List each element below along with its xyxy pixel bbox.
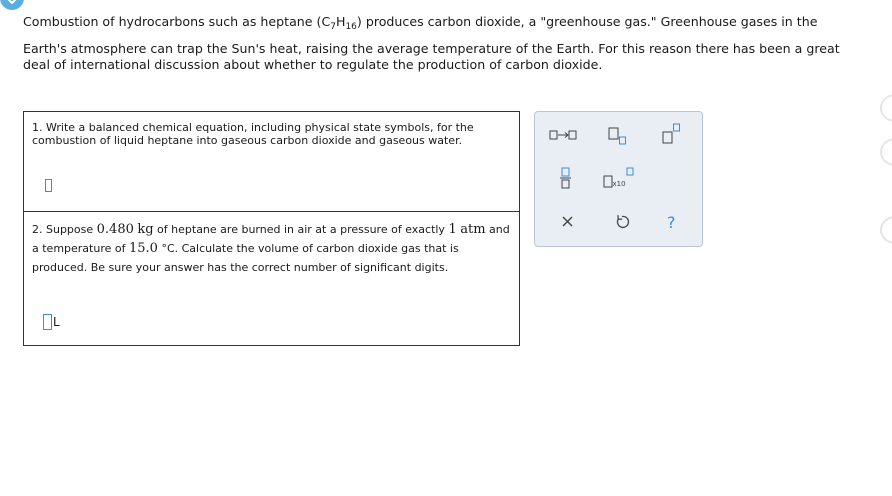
- side-panel-edge: [880, 216, 892, 244]
- superscript-button[interactable]: [660, 122, 688, 146]
- question-1: [24, 112, 519, 212]
- pressure-value: 1: [448, 222, 457, 237]
- pressure-unit: atm: [460, 222, 486, 237]
- scientific-notation-button[interactable]: [603, 166, 631, 190]
- question-box: [23, 111, 520, 346]
- subscript-button[interactable]: [607, 124, 635, 148]
- question-mark-icon: [664, 212, 682, 232]
- intro-line-1: Combustion of hydrocarbons such as heptane $(C_7H_{16})$ produces carbon dioxide, a "greenhouse gas." Greenhouse gases in the: [23, 14, 818, 32]
- collapse-chevron-button[interactable]: [0, 0, 24, 10]
- superscript-icon: [660, 122, 682, 146]
- svg-text:x10: x10: [612, 180, 626, 188]
- svg-text:?: ?: [667, 213, 676, 232]
- help-button[interactable]: [664, 212, 682, 232]
- heptane-formula: $C_7H_{16}$: [321, 14, 357, 32]
- reaction-arrow-icon: [549, 125, 579, 145]
- undo-icon: [613, 213, 631, 231]
- chevron-down-icon: [6, 0, 18, 4]
- close-icon: [560, 214, 576, 230]
- volume-unit: L: [53, 314, 60, 329]
- mass-value: 0.480: [96, 222, 134, 237]
- clear-button[interactable]: [560, 214, 576, 230]
- volume-answer-input[interactable]: [43, 314, 52, 330]
- side-panel-edge: [880, 138, 892, 166]
- subscript-icon: [607, 124, 627, 146]
- intro-line-2: Earth's atmosphere can trap the Sun's heat, raising the average temperature of the Earth. For this reason there has been a great deal of international discussion about whether to regulate the production of carbon dioxide.: [23, 41, 840, 72]
- reaction-arrow-button[interactable]: [549, 125, 577, 149]
- temperature-unit: °C: [161, 242, 175, 255]
- equation-answer-input[interactable]: [45, 179, 52, 192]
- question-2-text: 2. Suppose 0.480 kg of heptane are burned in air at a pressure of exactly 1 atm and a temperature of 15.0 °C. Calculate the volume of carbon dioxide gas that is produced. Be sure your answer has the correct number of significant digits.: [32, 222, 510, 274]
- mass-unit: kg: [137, 222, 154, 237]
- side-panel-edge: [880, 94, 892, 122]
- scientific-notation-icon: [603, 166, 637, 190]
- fraction-icon: [559, 166, 573, 190]
- fraction-button[interactable]: [559, 166, 587, 190]
- math-toolbar: [534, 111, 703, 247]
- problem-intro: [23, 14, 858, 73]
- temperature-value: 15.0: [128, 241, 158, 256]
- question-1-text: 1. Write a balanced chemical equation, including physical state symbols, for the combustion of liquid heptane into gaseous carbon dioxide and gaseous water.: [32, 121, 474, 147]
- volume-answer: [43, 311, 60, 328]
- undo-button[interactable]: [613, 213, 631, 231]
